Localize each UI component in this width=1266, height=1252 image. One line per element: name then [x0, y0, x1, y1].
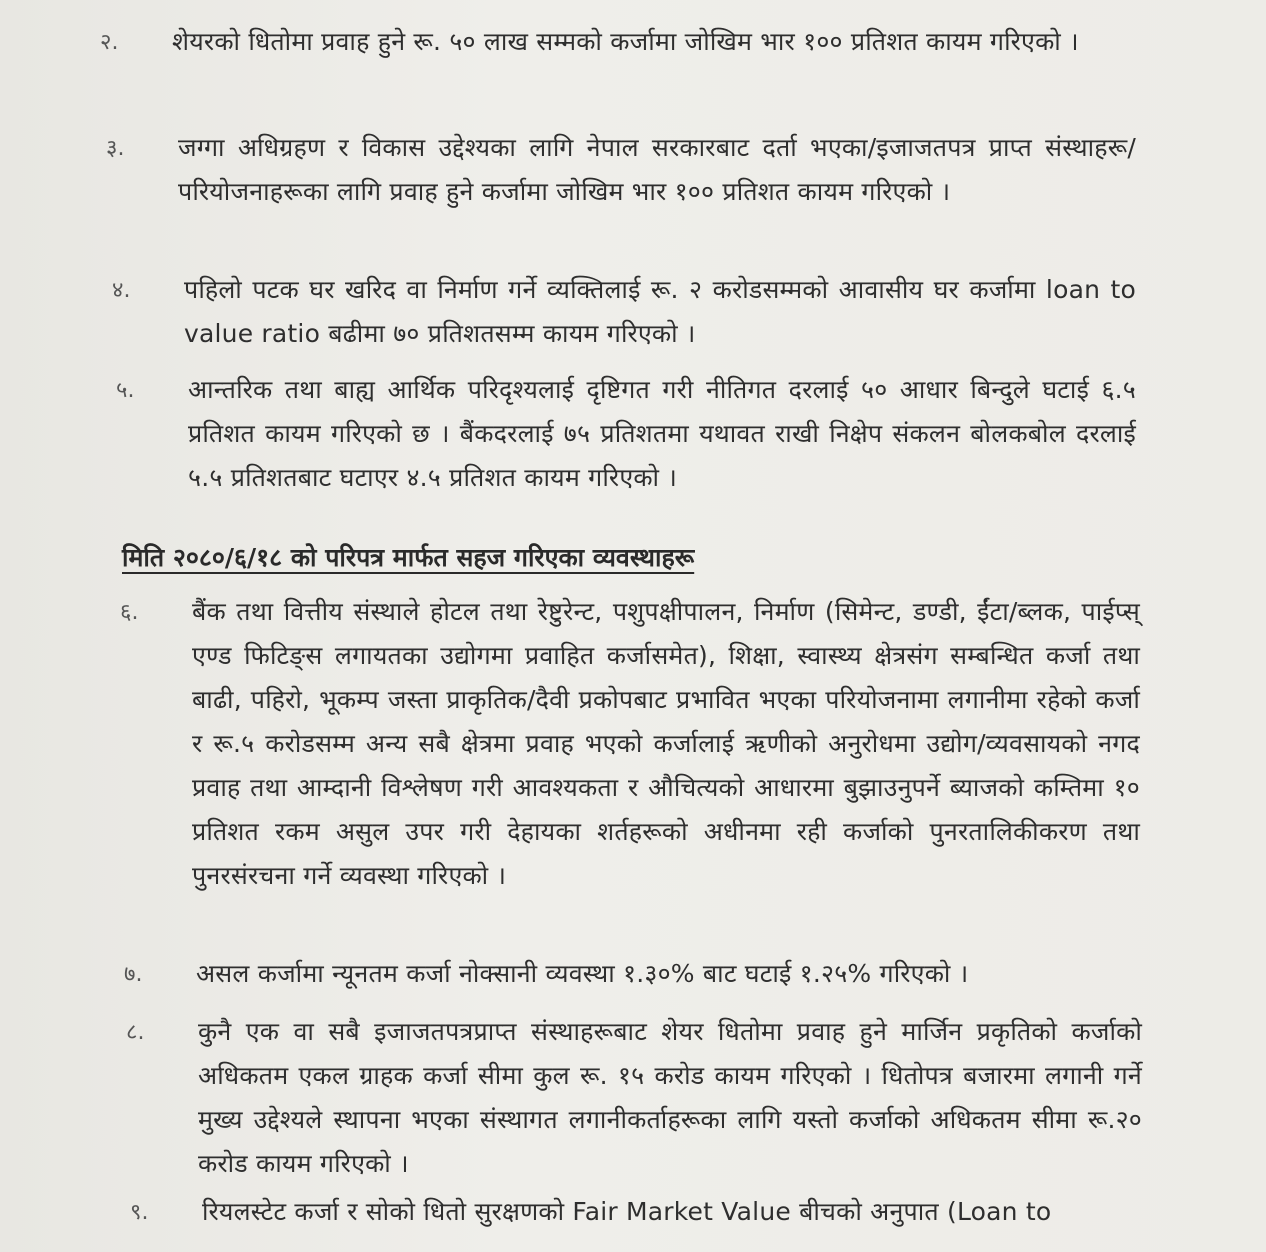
list-item: [130, 1190, 1142, 1236]
list-item: [100, 20, 1136, 66]
section-heading: मिति २०८०/६/१८ को परिपत्र मार्फत सहज गरिएका व्यवस्थाहरू: [122, 543, 695, 572]
item-text: असल कर्जामा न्यूनतम कर्जा नोक्सानी व्यवस्था १.३०% बाट घटाई १.२५% गरिएको ।: [196, 959, 969, 988]
item-number: ३.: [106, 136, 125, 161]
list-item: [112, 268, 1136, 356]
item-text: आन्तरिक तथा बाह्य आर्थिक परिदृश्यलाई दृष्टिगत गरी नीतिगत दरलाई ५० आधार बिन्दुले घटाई ६.५ प्रतिशत कायम गरिएको छ । बैंकदरलाई ७५ प्रतिशतमा यथावत राखी निक्षेप संकलन बोलकबोल दरलाई ५.५ प्रतिशतबाट घटाएर ४.५ प्रतिशत कायम गरिएको ।: [188, 375, 1136, 492]
list-item: [116, 368, 1136, 500]
item-text: बैंक तथा वित्तीय संस्थाले होटल तथा रेष्टुरेन्ट, पशुपक्षीपालन, निर्माण (सिमेन्ट, डण्डी, ईंटा/ब्लक, पाईप्स् एण्ड फिटिङ्स लगायतका उद्योगमा प्रवाहित कर्जासमेत), शिक्षा, स्वास्थ्य क्षेत्रसंग सम्बन्धित कर्जा तथा बाढी, पहिरो, भूकम्प जस्ता प्राकृतिक/दैवी प्रकोपबाट प्रभावित भएका परियोजनामा लगानीमा रहेको कर्जा र रू.५ करोडसम्म अन्य सबै क्षेत्रमा प्रवाह भएको कर्जालाई ऋणीको अनुरोधमा उद्योग/व्यवसायको नगद प्रवाह तथा आम्दानी विश्लेषण गरी आवश्यकता र औचित्यको आधारमा बुझाउनुपर्ने ब्याजको कम्तिमा १० प्रतिशत रकम असुल उपर गरी देहायका शर्तहरूको अधीनमा रही कर्जाको पुनरतालिकीकरण तथा पुनरसंरचना गर्ने व्यवस्था गरिएको ।: [192, 597, 1140, 890]
item-text: जग्गा अधिग्रहण र विकास उद्देश्यका लागि नेपाल सरकारबाट दर्ता भएका/इजाजतपत्र प्राप्त संस्थाहरू/परियोजनाहरूका लागि प्रवाह हुने कर्जामा जोखिम भार १०० प्रतिशत कायम गरिएको ।: [178, 133, 1136, 206]
item-number: ४.: [112, 278, 131, 303]
list-item: [126, 1010, 1142, 1186]
list-item: [106, 126, 1136, 214]
item-text: पहिलो पटक घर खरिद वा निर्माण गर्ने व्यक्तिलाई रू. २ करोडसम्मको आवासीय घर कर्जामा loan to value ratio बढीमा ७० प्रतिशतसम्म कायम गरिएको ।: [184, 275, 1136, 348]
item-number: ५.: [116, 378, 135, 403]
item-number: ६.: [120, 600, 139, 625]
item-number: ८.: [126, 1020, 145, 1045]
item-number: ९.: [130, 1200, 149, 1225]
list-item: [124, 952, 1140, 998]
item-text: शेयरको धितोमा प्रवाह हुने रू. ५० लाख सम्मको कर्जामा जोखिम भार १०० प्रतिशत कायम गरिएको ।: [172, 27, 1079, 56]
item-text: कुनै एक वा सबै इजाजतपत्रप्राप्त संस्थाहरूबाट शेयर धितोमा प्रवाह हुने मार्जिन प्रकृतिको कर्जाको अधिकतम एकल ग्राहक कर्जा सीमा कुल रू. १५ करोड कायम गरिएको । धितोपत्र बजारमा लगानी गर्ने मुख्य उद्देश्यले स्थापना भएका संस्थागत लगानीकर्ताहरूका लागि यस्तो कर्जाको अधिकतम सीमा रू.२० करोड कायम गरिएको ।: [198, 1017, 1142, 1178]
item-number: ७.: [124, 962, 143, 987]
list-item: [120, 590, 1140, 898]
item-text: रियलस्टेट कर्जा र सोको धितो सुरक्षणको Fair Market Value बीचको अनुपात (Loan to: [202, 1197, 1052, 1226]
item-number: २.: [100, 30, 119, 55]
